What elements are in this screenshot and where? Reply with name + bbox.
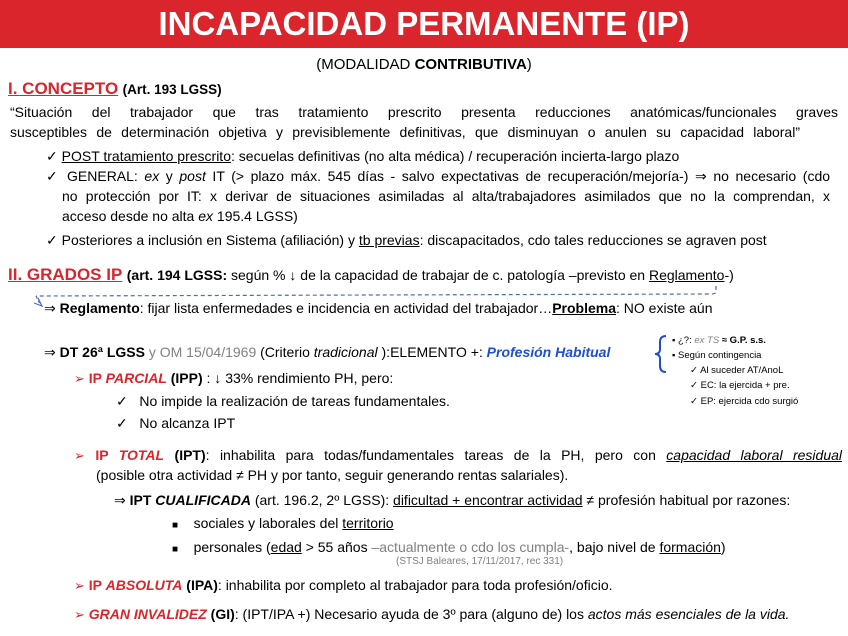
grados-heading-line: II. GRADOS IP (art. 194 LGSS: según % ↓ de la capacidad de trabajar de c. patología –previsto en Reglamento-) — [8, 265, 734, 284]
check-icon: ✓ — [690, 365, 698, 376]
ipp-check-2: ✓ No alcanza IPT — [116, 415, 236, 431]
square-bullet-icon: ■ — [172, 520, 179, 531]
concepto-ref: (Art. 193 LGSS) — [122, 82, 222, 97]
razones-bullet-1: ■ sociales y laborales del territorio — [172, 515, 394, 531]
implies-arrow-icon: ⇒ — [44, 300, 56, 316]
implies-arrow-icon: ⇒ — [44, 344, 56, 360]
ipt-cualificada-line: ⇒ IPT CUALIFICADA (art. 196.2, 2º LGSS): dificultad + encontrar actividad ≠ profesión habitual por razones: — [114, 492, 791, 508]
stsj-citation: (STSJ Baleares, 17/11/2017, rec 331) — [396, 556, 564, 567]
ipt-line2: (posible otra actividad ≠ PH y por tanto, seguir generando rentas salariales). — [96, 467, 569, 483]
concepto-quote-line1: “Situación del trabajador que tras tratamiento prescrito presenta reducciones anatómicas/funcionales graves — [10, 104, 838, 120]
page-title: INCAPACIDAD PERMANENTE (IP) — [158, 5, 690, 42]
title-banner — [0, 0, 848, 48]
ipp-check-1: ✓ No impide la realización de tareas fundamentales. — [116, 393, 450, 409]
gi-line: ➢ GRAN INVALIDEZ (GI): (IPT/IPA +) Necesario ayuda de 3º para (alguno de) los actos más esenciales de la vida. — [74, 606, 790, 622]
ipa-line: ➢ IP ABSOLUTA (IPA): inhabilita por completo al trabajador para toda profesión/oficio. — [74, 577, 613, 593]
profesion-habitual-label: Profesión Habitual — [486, 344, 611, 360]
implies-arrow-icon: ⇒ — [114, 492, 126, 508]
ipt-line1: ➢ IP TOTAL (IPT): inhabilita para todas/fundamentales tareas de la PH, pero con capacidad laboral residual — [74, 447, 842, 463]
concepto-quote-line2: susceptibles de determinación objetiva y previsiblemente definitivas, que disminuyan o anulen su capacidad laboral” — [10, 124, 800, 140]
square-bullet-icon: ■ — [172, 544, 179, 555]
side-note-2: ▪ Según contingencia — [672, 350, 762, 361]
side-note-5: ✓ EP: ejercida cdo surgió — [690, 396, 799, 407]
check-icon: ✓ — [690, 380, 698, 391]
side-note-3: ✓ Al suceder AT/AnoL — [690, 365, 784, 376]
red-arrowhead-icon: ➢ — [74, 578, 85, 593]
check-icon: ✓ — [46, 232, 58, 248]
check-icon: ✓ — [690, 396, 698, 407]
concepto-check-3: ✓ Posteriores a inclusión en Sistema (afiliación) y tb previas: discapacitados, cdo tales reducciones se agraven post — [46, 232, 767, 248]
side-note-1: ▪ ¿?: ex TS ≈ G.P. s.s. — [672, 335, 766, 346]
curly-brace-icon — [653, 334, 669, 374]
modality-line: (MODALIDAD CONTRIBUTIVA) — [316, 56, 532, 73]
red-arrowhead-icon: ➢ — [74, 448, 85, 463]
check-icon: ✓ — [116, 393, 128, 409]
concepto-check-2-line3: acceso desde no alta ex 195.4 LGSS) — [62, 208, 298, 224]
dt26-line: ⇒ DT 26ª LGSS y OM 15/04/1969 (Criterio tradicional ):ELEMENTO +: Profesión Habitual — [44, 344, 611, 360]
side-note-4: ✓ EC: la ejercida + pre. — [690, 380, 790, 391]
grados-heading: II. GRADOS IP — [8, 265, 123, 284]
ipp-line: ➢ IP PARCIAL (IPP) : ↓ 33% rendimiento PH, pero: — [74, 370, 394, 386]
check-icon: ✓ — [116, 415, 128, 431]
concepto-check-2-line1: ✓ GENERAL: ex y post IT (> plazo máx. 545 días - salvo expectativas de recuperación/mejoría-) ⇒ no necesario (cdo — [46, 168, 831, 184]
concepto-heading-line — [8, 79, 222, 99]
concepto-check-2-line2: no protección por IT: x derivar de situaciones asimiladas al alta/trabajadores asimilados que no la comprendan, x — [62, 188, 830, 204]
check-icon: ✓ — [46, 168, 61, 184]
concepto-heading: I. CONCEPTO — [8, 79, 119, 98]
red-arrowhead-icon: ➢ — [74, 607, 85, 622]
red-arrowhead-icon: ➢ — [74, 371, 85, 386]
razones-bullet-2: ■ personales (edad > 55 años –actualmente o cdo los cumpla-, bajo nivel de formación) — [172, 539, 726, 555]
reglamento-line: ⇒ Reglamento: fijar lista enfermedades e incidencia en actividad del trabajador…Problema: NO existe aún — [44, 300, 713, 316]
concepto-check-1: ✓ POST tratamiento prescrito: secuelas definitivas (no alta médica) / recuperación incierta-largo plazo — [46, 148, 680, 164]
check-icon: ✓ — [46, 148, 58, 164]
